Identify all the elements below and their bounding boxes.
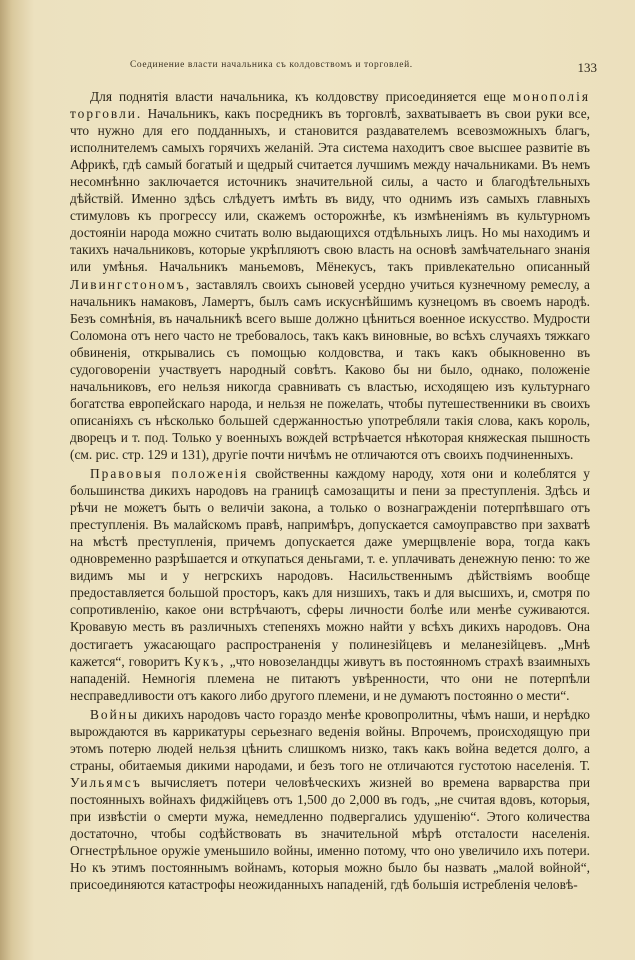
spaced-emphasis: монополія торговли. (70, 89, 590, 122)
spaced-emphasis: Кукъ, (184, 653, 226, 669)
spaced-emphasis: Ливингстономъ, (70, 276, 192, 292)
text-run: „что новозеландцы живутъ въ постоянномъ страхѣ взаимныхъ нападеній. Немногія племена не питаютъ увѣренности, что они не потерпѣли несправедливости отъ какого либо другого племени, и не думаютъ постоянно о мести“. (70, 653, 590, 703)
running-title: Соединение власти начальника съ колдовствомъ и торговлей. (130, 60, 413, 70)
text-run: вычисляетъ потери человѣческихъ жизней во времена варварства при постоянныхъ войнахъ фиджійцевъ отъ 1,500 до 2,000 въ годъ, „не считая вдовъ, которыя, при извѣстіи о смерти мужа, немедленно подвергались удушенію“. Этого количества достаточно, чтобы содѣйствовать въ значительной мѣрѣ отсталости населенія. Огнестрѣльное оружіе уменьшило войны, именно потому, что оно увеличило ихъ потери. Но къ этимъ постояннымъ войнамъ, которыя можно было бы назвать „малой войной“, присоединяются катастрофы неожиданныхъ нападеній, гдѣ большія истребленія человѣ- (70, 774, 590, 893)
text-run: заставлялъ своихъ сыновей усердно учиться кузнечному ремеслу, а начальникъ намаковъ, Ламертъ, былъ самъ искуснѣйшимъ кузнецомъ въ своемъ народѣ. Безъ сомнѣнія, въ начальникѣ всего выше должно цѣниться военное искусство. Мудрости Соломона отъ него часто не требовалось, такъ какъ виновные, во всѣхъ случаяхъ тяжкаго обвиненія, открывались съ помощью колдовства, и такъ какъ обыкновенно въ судоговореніи участвуетъ народный совѣтъ. Каково бы ни было, однако, положеніе начальниковъ, его нельзя никогда сравнивать съ властью, исходящею изъ культурнаго богатства европейскаго народа, и нельзя не пожелать, чтобы путешественники въ своихъ описаніяхъ съ нѣсколько большей сдержанностью употребляли такія слова, какъ король, дворецъ и т. под. Только у военныхъ вождей встрѣчается нѣкоторая княжеская пышность (см. рис. стр. 129 и 131), другіе почти ничѣмъ не отличаются отъ своихъ подчиненныхъ. (70, 276, 590, 462)
paragraph-wars (70, 706, 590, 894)
text-run: Для поднятія власти начальника, къ колдовству присоединяется еще (90, 89, 513, 104)
paragraph-legal-norms (70, 465, 590, 704)
text-run: дикихъ народовъ часто гораздо менѣе кровопролитны, чѣмъ наши, и нерѣдко вырождаются въ каррикатуры серьезнаго веденія войны. Впрочемъ, происходящую при этомъ потерю людей нельзя цѣнить слишкомъ низко, такъ какъ война ведется долго, а страны, обитаемыя дикими народами, и безъ того не отличаются густотою населенія. Т. (70, 706, 590, 773)
text-run: свойственны каждому народу, хотя они и колеблятся у большинства дикихъ народовъ на границѣ самозащиты и пени за преступленія. Здѣсь и рѣчи не можетъ быть о величіи закона, а только о вознагражденіи потерпѣвшаго отъ преступленія. Въ малайскомъ правѣ, напримѣръ, допускается самоуправство при захватѣ на мѣстѣ преступленія, причемъ допускается даже умерщвленіе вора, тогда какъ одновременно разрѣшается и откупаться деньгами, т. е. уплачивать денежную пеню: то же видимъ мы и у негрскихъ народовъ. Насильственнымъ дѣйствіямъ вообще предоставляется большой просторъ, какъ для низшихъ, такъ и для высшихъ, и, смотря по сопротивленію, какое они встрѣчаютъ, сферы личности болѣе или менѣе суживаются. Кровавую месть въ различныхъ степеняхъ можно найти у всѣхъ дикихъ народовъ. Она достигаетъ ужасающаго распространенія у полинезійцевъ и меланезійцевъ. „Мнѣ кажется“, говоритъ (70, 466, 590, 669)
spaced-emphasis: Уильямсъ (70, 774, 142, 790)
text-run: Начальникъ, какъ посредникъ въ торговлѣ, захватываетъ въ свои руки все, что нужно для его подданныхъ, и становится раздавателемъ всевозможныхъ благъ, исполнителемъ самыхъ горячихъ желаній. Эта система находитъ свое высшее развитіе въ Африкѣ, гдѣ самый богатый и щедрый считается лучшимъ между начальниками. Въ немъ несомнѣнно заключается источникъ значительной силы, а часто и благодѣтельныхъ дѣйствій. Именно здѣсь слѣдуетъ имѣть въ виду, что однимъ изъ самыхъ главныхъ стимуловъ къ прогрессу или, скажемъ осторожнѣе, къ измѣненіямъ въ культурномъ достояніи народа можно считать волю выдающихся отдѣльныхъ лицъ. Но мы находимъ и такихъ начальниковъ, которые укрѣпляютъ свою власть на основѣ замѣчательнаго знанія или умѣнья. Начальникъ маньемовъ, Мёнекусъ, такъ привлекательно описанный (70, 106, 590, 275)
page-number: 133 (577, 60, 597, 75)
spaced-emphasis: Правовыя положенія (90, 466, 249, 482)
body-text (70, 88, 590, 893)
paragraph-chief-power (70, 88, 590, 463)
spaced-emphasis: Войны (90, 706, 139, 722)
page-header (70, 58, 607, 78)
